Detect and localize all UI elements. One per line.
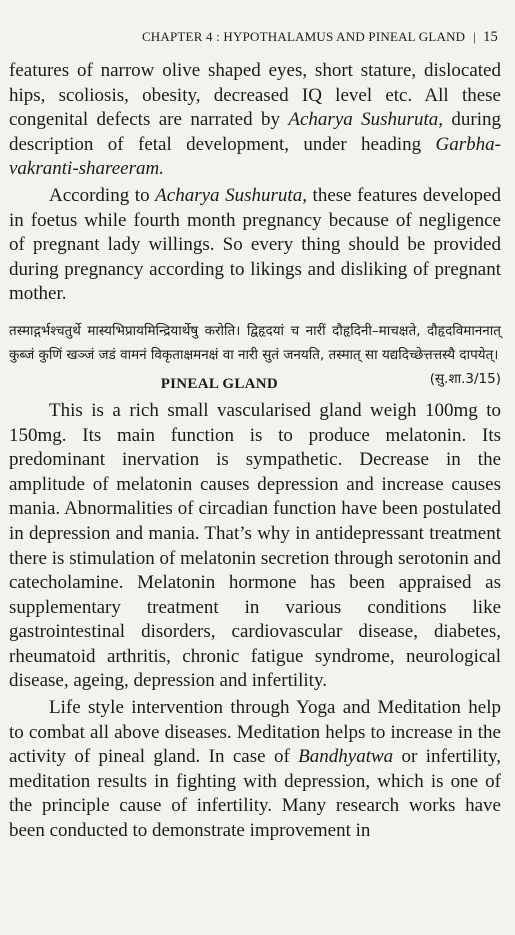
paragraph-text: these features developed in foetus while fourth month pregnancy because of negligence of pregnant lady willings. So every thing should be provided during pregnancy according to likings and disliking of pregnant mother.: [9, 184, 501, 305]
sanskrit-text: तस्माद्गर्भश्चतुर्थे मास्यभिप्रायमिन्द्रियार्थेषु करोति। द्विहृदयां च नारीं दौहृदिनी–माचक्षते, दौहृदविमाननात् कुब्जं कुणिं खञ्जं जडं वामनं विकृताक्षमनक्षं वा नारी सुतं जनयति, तस्मात् सा यद्यदिच्छेत्तत्तस्यै दापयेत्।: [9, 322, 501, 363]
paragraph-fetal-defects: [9, 59, 501, 182]
page-number: 15: [483, 29, 498, 45]
header-separator: |: [473, 29, 477, 44]
italic-term: Acharya Sushuruta,: [155, 184, 307, 206]
italic-term: Garbha-vakranti-shareeram.: [9, 133, 501, 180]
italic-term: Acharya Sushuruta,: [288, 109, 443, 131]
paragraph-text: or infertility, meditation results in fighting with depression, which is one of the principle cause of infertility. Many research works have been conducted to demonstrate improvement in: [9, 746, 502, 842]
paragraph-sushuruta: [9, 184, 501, 307]
paragraph-text: According to: [49, 184, 156, 206]
running-head: [142, 29, 498, 46]
paragraph-text: during description of fetal development, under heading: [9, 109, 501, 155]
chapter-title: CHAPTER 4 : HYPOTHALAMUS AND PINEAL GLAND: [141, 29, 466, 44]
italic-term: Bandhyatwa: [298, 746, 394, 768]
paragraph-text: Life style intervention through Yoga and Meditation help to combat all above diseases. Meditation helps to increase in the activity of pineal gland. In case of: [9, 697, 501, 768]
section-heading: PINEAL GLAND: [160, 375, 279, 392]
paragraph-text: features of narrow olive shaped eyes, short stature, dislocated hips, scoliosis, obesity, decreased IQ level etc. All these congenital defects are narrated by: [9, 60, 501, 131]
verse-reference: (सु.शा.3/15): [429, 370, 501, 387]
paragraph-yoga-meditation: [9, 696, 501, 844]
page-body: [9, 59, 501, 844]
paragraph-pineal-gland: This is a rich small vascularised gland weigh 100mg to 150mg. Its main function is to produce melatonin. Its predominant inervation is sympathetic. Decrease in the amplitude of melatonin causes depression and increase causes mania. Abnormalities of circadian function have been postulated in depression and mania. That’s why in antidepressant treatment there is stimulation of melatonin secretion through serotonin and catecholamine. Melatonin hormone has been appraised as supplementary treatment in various conditions like gastrointestinal disorders, cardiovascular disease, diabetes, rheumatoid arthritis, chronic fatigue syndrome, neurological disease, ageing, depression and infertility.: [9, 399, 501, 692]
